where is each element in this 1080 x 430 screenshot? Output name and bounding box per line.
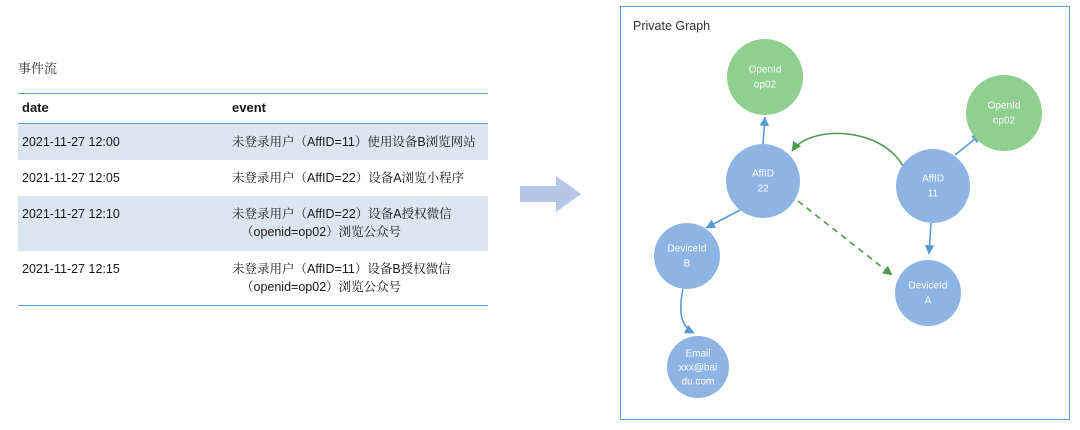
- node-label-line1: OpenId: [987, 100, 1021, 112]
- graph-nodes: [654, 39, 1042, 398]
- node-openid-op02-right[interactable]: [966, 75, 1042, 151]
- event-text-line1: 未登录用户（AffID=22）设备A授权微信: [232, 207, 452, 222]
- node-label-line2: xxx@bai: [678, 362, 718, 374]
- edge-affid22-openid-top: [763, 117, 765, 144]
- event-text-line1: 未登录用户（AffID=11）使用设备B浏览网站: [232, 135, 476, 149]
- edge-deviceidb-email: [681, 289, 694, 333]
- cell-date: 2021-11-27 12:10: [18, 196, 228, 250]
- graph-title: Private Graph: [633, 19, 711, 33]
- node-deviceid-a[interactable]: [895, 260, 961, 326]
- node-label-line1: Email: [685, 348, 711, 360]
- node-deviceid-b[interactable]: [654, 223, 720, 289]
- event-text-line1: 未登录用户（AffID=11）设备B授权微信: [232, 261, 451, 276]
- node-openid-op02-top[interactable]: [727, 39, 803, 115]
- cell-date: 2021-11-27 12:15: [18, 251, 228, 306]
- node-affid-11[interactable]: [896, 149, 970, 223]
- edge-affid11-affid22: [792, 133, 903, 166]
- node-affid-22[interactable]: [726, 144, 800, 218]
- node-label-line2: op02: [753, 79, 777, 91]
- node-label-line1: AffID: [921, 173, 945, 185]
- node-label-line2: B: [683, 258, 691, 270]
- node-label-line3: du.com: [681, 376, 715, 388]
- edge-affid22-deviceida: [798, 201, 892, 275]
- cell-date: 2021-11-27 12:00: [18, 124, 228, 161]
- event-text-line2: （openid=op02）浏览公众号: [241, 225, 402, 240]
- event-text-line2: （openid=op02）浏览公众号: [241, 279, 402, 294]
- node-label-line2: op02: [992, 115, 1016, 127]
- edge-affid11-deviceida: [929, 223, 931, 254]
- column-header-event: event: [228, 94, 488, 124]
- node-label-line2: A: [924, 295, 932, 307]
- node-label-line1: DeviceId: [908, 280, 948, 292]
- node-label-line1: DeviceId: [667, 243, 707, 255]
- cell-date: 2021-11-27 12:05: [22, 171, 120, 186]
- node-label-line2: 11: [927, 188, 939, 200]
- node-label-line2: 22: [757, 183, 769, 195]
- node-label-line1: AffID: [751, 168, 775, 180]
- edge-affid22-deviceidb: [706, 210, 740, 228]
- column-header-date: date: [18, 94, 228, 124]
- event-stream-caption: 事件流: [18, 61, 58, 76]
- event-text-line1: 未登录用户（AffID=22）设备A浏览小程序: [232, 171, 465, 186]
- node-email[interactable]: [667, 336, 729, 398]
- node-label-line1: OpenId: [748, 64, 782, 76]
